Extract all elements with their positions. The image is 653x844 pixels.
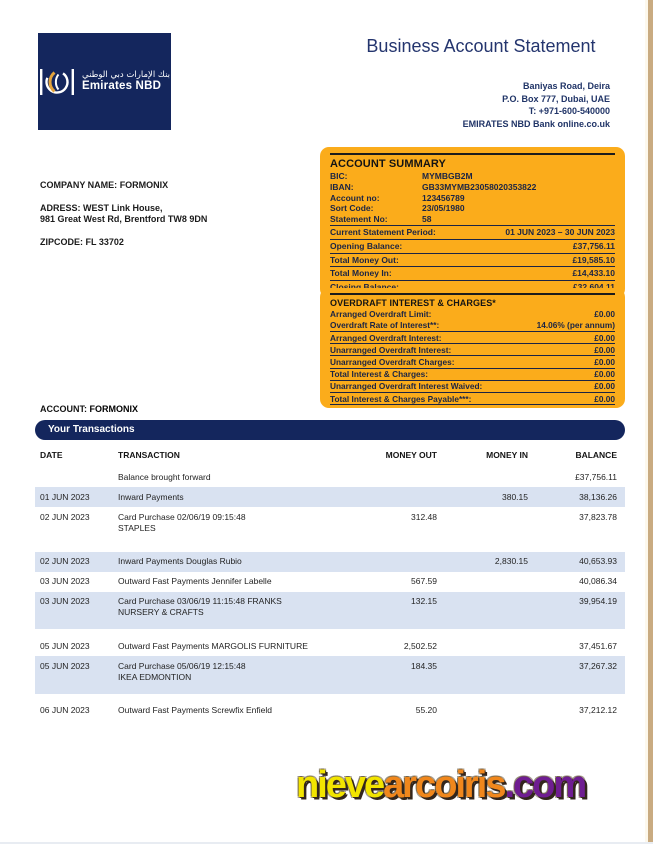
bordered-row-label: Total Money Out: — [330, 254, 399, 265]
bank-name-arabic: بنك الإمارات دبي الوطني — [81, 69, 170, 80]
info-row-value: 123456789 — [422, 192, 465, 203]
transaction-date: 03 JUN 2023 — [40, 576, 90, 586]
transaction-description-line1: Inward Payments Douglas Rubio — [118, 556, 242, 566]
info-row — [330, 320, 615, 331]
transaction-money-out: 132.15 — [411, 596, 437, 606]
column-header-money-in: MONEY IN — [486, 450, 528, 460]
emirates-nbd-logo-icon — [39, 65, 75, 99]
overdraft-info-rows — [330, 309, 615, 331]
transaction-description-line1: Outward Fast Payments MARGOLIS FURNITURE — [118, 640, 308, 651]
transaction-money-in: 380.15 — [502, 491, 528, 502]
bordered-row-value: £19,585.10 — [572, 254, 615, 265]
bordered-row-value: £0.00 — [594, 344, 615, 355]
bordered-row-label: Total Interest & Charges: — [330, 369, 429, 380]
info-row-value: 23/05/1980 — [422, 203, 465, 214]
bordered-row — [330, 343, 615, 355]
transaction-row — [35, 701, 625, 721]
transaction-description-line1: Card Purchase 03/06/19 11:15:48 FRANKS — [118, 596, 282, 606]
transaction-money-in — [437, 705, 528, 716]
transaction-description-line1: Inward Payments — [118, 491, 184, 502]
bordered-row — [330, 239, 615, 253]
transaction-description-line2: IKEA EDMONTION — [118, 671, 192, 682]
bordered-row-value: £0.00 — [594, 332, 615, 343]
watermark-part1: nieve — [296, 764, 384, 806]
account-name: FORMONIX — [89, 404, 139, 414]
transaction-balance: £37,756.11 — [575, 471, 617, 482]
bordered-row — [330, 253, 615, 267]
transaction-money-in — [437, 512, 528, 534]
watermark-part3: .com — [504, 764, 586, 806]
transaction-date: 01 JUN 2023 — [40, 491, 90, 502]
watermark-part2: arcoiris — [383, 764, 505, 806]
transaction-balance: 40,653.93 — [579, 556, 617, 566]
summary-info-row — [330, 171, 615, 182]
transactions-header-row — [35, 446, 625, 467]
bank-address-line: EMIRATES NBD Bank online.co.uk — [462, 118, 610, 129]
company-address-line2: 981 Great West Rd, Brentford TW8 9DN — [40, 214, 208, 224]
transaction-description — [118, 556, 360, 567]
transaction-description-line1: Outward Fast Payments Screwfix Enfield — [118, 705, 273, 715]
transaction-money-out — [360, 472, 437, 483]
transaction-row — [35, 552, 625, 572]
info-row-label: Overdraft Rate of Interest**: — [330, 320, 440, 330]
bordered-row-label: Unarranged Overdraft Charges: — [330, 356, 455, 367]
transaction-money-out — [360, 556, 437, 567]
company-zip-value: FL 33702 — [85, 237, 124, 247]
summary-info-row — [330, 182, 615, 193]
bordered-row-label: Total Interest & Charges Payable***: — [330, 393, 472, 404]
summary-info-row — [330, 193, 615, 204]
account-summary-box — [320, 147, 625, 298]
company-info — [40, 180, 207, 248]
transactions-table — [35, 446, 625, 721]
transaction-money-out: 567.59 — [411, 576, 437, 586]
bordered-row — [330, 225, 615, 239]
overdraft-top-rule — [330, 293, 615, 295]
company-address-label: ADRESS: — [40, 203, 81, 213]
transaction-description-line2: STAPLES — [118, 522, 156, 533]
transaction-description-line2: NURSERY & CRAFTS — [118, 607, 204, 617]
info-row-label: IBAN: — [330, 181, 354, 192]
company-address-line1 — [40, 203, 207, 214]
overdraft-box — [320, 288, 625, 408]
bordered-row-value: £37,756.11 — [572, 240, 615, 251]
info-row-label: BIC: — [330, 171, 348, 181]
info-row-value: MYMBGB2M — [422, 171, 473, 181]
transaction-date: 03 JUN 2023 — [40, 596, 90, 606]
transaction-description — [118, 705, 360, 716]
company-name-line — [40, 180, 207, 191]
transaction-description-line1: Balance brought forward — [118, 471, 211, 482]
bordered-row — [330, 266, 615, 280]
bordered-row-value: £0.00 — [594, 356, 615, 367]
transaction-money-in — [437, 641, 528, 652]
transaction-description — [118, 596, 360, 618]
column-header-transaction: TRANSACTION — [118, 450, 180, 460]
bordered-row-label: Opening Balance: — [330, 240, 403, 251]
info-row — [330, 309, 615, 320]
transaction-date: 02 JUN 2023 — [40, 556, 90, 566]
transaction-money-in — [437, 576, 528, 587]
bordered-row-label: Unarranged Overdraft Interest Waived: — [330, 381, 483, 392]
transaction-row — [35, 572, 625, 592]
summary-info-rows — [330, 171, 615, 225]
bordered-row-value: £0.00 — [594, 381, 615, 392]
transaction-date: 05 JUN 2023 — [40, 660, 90, 671]
transaction-balance: 40,086.34 — [579, 576, 617, 586]
transaction-money-out: 55.20 — [415, 705, 437, 715]
transaction-description-line1: Card Purchase 05/06/19 12:15:48 — [118, 660, 246, 671]
bank-name-english: Emirates NBD — [81, 79, 162, 92]
summary-top-rule — [330, 153, 615, 155]
bordered-row — [330, 380, 615, 392]
bordered-row — [330, 392, 615, 405]
transaction-date: 05 JUN 2023 — [40, 640, 90, 651]
transaction-money-in: 2,830.15 — [494, 556, 528, 566]
transaction-description — [118, 472, 360, 483]
transaction-money-out: 312.48 — [411, 511, 437, 522]
transaction-balance: 37,212.12 — [579, 705, 617, 715]
bordered-row — [330, 368, 615, 380]
transaction-description-line1: Card Purchase 02/06/19 09:15:48 — [118, 511, 246, 522]
summary-info-row — [330, 203, 615, 214]
info-row-value: 14.06% (per annum) — [536, 320, 615, 330]
transaction-balance: 37,823.78 — [579, 511, 617, 522]
company-zip-line — [40, 237, 207, 248]
transaction-description — [118, 576, 360, 587]
bordered-row-label: Unarranged Overdraft Interest: — [330, 344, 452, 355]
bank-address-line: P.O. Box 777, Dubai, UAE — [502, 93, 610, 104]
transaction-description — [118, 661, 360, 683]
info-row-label: Account no: — [330, 192, 380, 203]
transaction-description — [118, 641, 360, 652]
account-line — [40, 404, 138, 414]
transaction-description — [118, 512, 360, 534]
transactions-section-bar: Your Transactions — [35, 420, 625, 440]
company-name-value: FORMONIX — [119, 180, 169, 190]
bordered-row — [330, 355, 615, 367]
transaction-description-line1: Outward Fast Payments Jennifer Labelle — [118, 576, 272, 586]
bank-address — [463, 80, 610, 130]
bank-address-line: T: +971-600-540000 — [528, 106, 610, 116]
company-address-value: WEST Link House, — [83, 203, 163, 213]
info-row-label: Arranged Overdraft Limit: — [330, 309, 432, 319]
account-summary-title: ACCOUNT SUMMARY — [330, 158, 446, 170]
info-row-value: GB33MYMB23058020353822 — [422, 181, 537, 192]
transaction-money-out: 2,502.52 — [403, 640, 437, 651]
account-label: ACCOUNT: — [40, 404, 87, 414]
info-row-label: Statement No: — [330, 214, 388, 225]
bordered-row-value: £0.00 — [594, 369, 615, 380]
transaction-row — [35, 656, 625, 694]
transaction-balance: 37,267.32 — [579, 660, 617, 671]
column-header-date: DATE — [40, 450, 63, 460]
summary-info-row — [330, 214, 615, 225]
transaction-money-in — [437, 661, 528, 683]
transaction-date: 02 JUN 2023 — [40, 511, 90, 522]
bordered-row — [330, 331, 615, 343]
info-row-value: £0.00 — [594, 309, 615, 319]
bordered-row-value: £0.00 — [594, 393, 615, 404]
page-edge-right — [648, 0, 653, 844]
transaction-date: 06 JUN 2023 — [40, 705, 90, 715]
transaction-row — [35, 592, 625, 630]
document-title: Business Account Statement — [366, 36, 596, 56]
transaction-row — [35, 507, 625, 545]
watermark — [296, 764, 585, 807]
bank-logo-text — [82, 71, 170, 93]
company-zip-label: ZIPCODE: — [40, 237, 84, 247]
transaction-row — [35, 487, 625, 507]
overdraft-bordered-rows — [330, 331, 615, 405]
bordered-row-value: £14,433.10 — [572, 268, 615, 279]
transaction-money-out — [360, 492, 437, 503]
transaction-balance: 37,451.67 — [579, 640, 617, 651]
info-row-label: Sort Code: — [330, 203, 374, 214]
transaction-date — [35, 472, 118, 483]
info-row-value: 58 — [422, 214, 432, 225]
transaction-money-out: 184.35 — [411, 660, 437, 671]
bank-address-line: Baniyas Road, Deira — [522, 81, 610, 91]
column-header-money-out: MONEY OUT — [385, 450, 437, 460]
bank-logo — [38, 33, 171, 130]
company-name-label: COMPANY NAME: — [40, 180, 118, 190]
transaction-description — [118, 492, 360, 503]
column-header-balance: BALANCE — [575, 450, 617, 460]
bordered-row-value: 01 JUN 2023 – 30 JUN 2023 — [505, 226, 615, 237]
transaction-money-in — [437, 472, 528, 483]
bordered-row-label: Total Money In: — [330, 268, 392, 279]
transaction-balance: 39,954.19 — [579, 596, 617, 606]
transaction-balance: 38,136.26 — [579, 491, 617, 502]
transaction-row — [35, 636, 625, 656]
bordered-row-label: Current Statement Period: — [330, 226, 436, 237]
transaction-row — [35, 467, 625, 487]
transactions-body — [35, 467, 625, 721]
overdraft-title: OVERDRAFT INTEREST & CHARGES* — [330, 298, 496, 308]
summary-bordered-rows — [330, 225, 615, 295]
bordered-row-label: Arranged Overdraft Interest: — [330, 332, 442, 343]
transaction-money-in — [437, 596, 528, 618]
